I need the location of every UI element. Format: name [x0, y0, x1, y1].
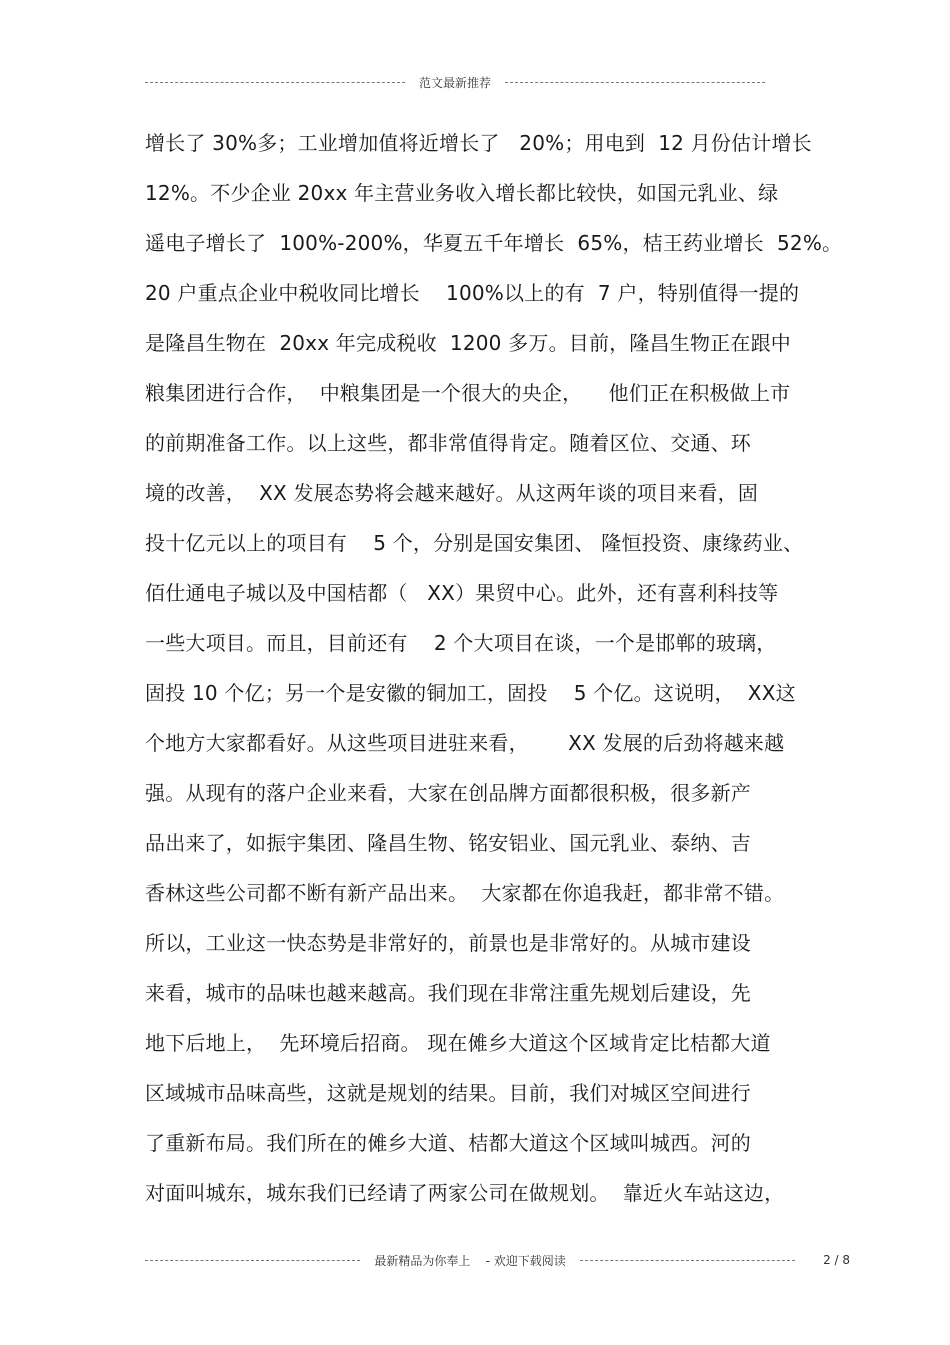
text-line: 的前期准备工作。以上这些，都非常值得肯定。随着区位、交通、环	[145, 431, 751, 455]
text-line: 地下后地上， 先环境后招商。 现在傩乡大道这个区域肯定比桔都大道	[145, 1031, 771, 1055]
footer-text: 最新精品为你奉上 - 欢迎下载阅读	[374, 1253, 566, 1268]
header-rule-left	[145, 82, 405, 83]
document-body	[145, 118, 843, 1218]
header-title: 范文最新推荐	[419, 75, 492, 90]
text-line: 品出来了，如振宇集团、隆昌生物、铭安铝业、国元乳业、泰纳、吉	[145, 831, 751, 855]
text-line: 香林这些公司都不断有新产品出来。 大家都在你追我赶，都非常不错。	[145, 881, 785, 905]
text-line: 对面叫城东，城东我们已经请了两家公司在做规划。 靠近火车站这边，	[145, 1181, 785, 1205]
page-footer	[145, 1250, 850, 1270]
text-line: 增长了 30%多；工业增加值将近增长了 20%；用电到 12 月份估计增长	[145, 131, 812, 155]
text-line: 境的改善， XX 发展态势将会越来越好。从这两年谈的项目来看，固	[145, 481, 759, 505]
text-line: 佰仕通电子城以及中国桔都（ XX）果贸中心。此外，还有喜利科技等	[145, 581, 779, 605]
page-header	[145, 72, 765, 92]
text-line: 20 户重点企业中税收同比增长 100%以上的有 7 户，特别值得一提的	[145, 281, 800, 305]
text-line: 强。从现有的落户企业来看，大家在创品牌方面都很积极，很多新产	[145, 781, 751, 805]
text-line: 一些大项目。而且，目前还有 2 个大项目在谈，一个是邯郸的玻璃，	[145, 631, 777, 655]
text-line: 个地方大家都看好。从这些项目进驻来看， XX 发展的后劲将越来越	[145, 731, 785, 755]
text-line: 所以，工业这一快态势是非常好的，前景也是非常好的。从城市建设	[145, 931, 751, 955]
header-rule-right	[505, 82, 765, 83]
page-number: 2 / 8	[823, 1253, 851, 1267]
text-line: 来看，城市的品味也越来越高。我们现在非常注重先规划后建设，先	[145, 981, 751, 1005]
text-line: 固投 10 个亿；另一个是安徽的铜加工，固投 5 个亿。这说明， XX这	[145, 681, 796, 705]
text-line: 遥电子增长了 100%-200%，华夏五千年增长 65%，桔王药业增长 52%。	[145, 231, 843, 255]
text-line: 粮集团进行合作， 中粮集团是一个很大的央企， 他们正在积极做上市	[145, 381, 791, 405]
text-line: 区域城市品味高些，这就是规划的结果。目前，我们对城区空间进行	[145, 1081, 751, 1105]
text-line: 投十亿元以上的项目有 5 个，分别是国安集团、 隆恒投资、康缘药业、	[145, 531, 804, 555]
footer-rule-left	[145, 1260, 360, 1261]
text-line: 12%。不少企业 20xx 年主营业务收入增长都比较快，如国元乳业、绿	[145, 181, 779, 205]
text-line: 了重新布局。我们所在的傩乡大道、桔都大道这个区域叫城西。河的	[145, 1131, 751, 1155]
footer-rule-right	[580, 1260, 795, 1261]
text-line: 是隆昌生物在 20xx 年完成税收 1200 多万。目前，隆昌生物正在跟中	[145, 331, 791, 355]
